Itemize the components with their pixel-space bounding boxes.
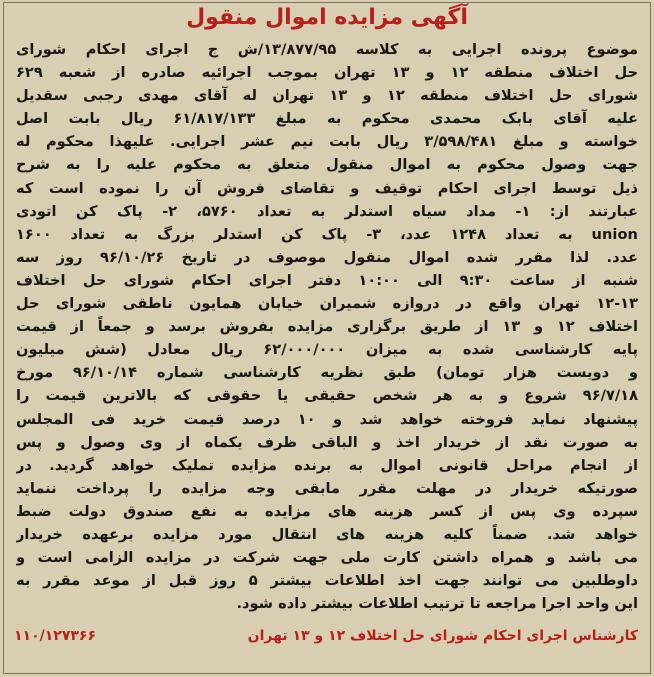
notice-line: علیه آقای بابک محمدی محکوم به مبلغ ۶۱/۸۱۷/۱۳۳ ریال بابت اصل: [16, 110, 638, 128]
footer-code: ۱۱۰/۱۲۷۳۶۶: [14, 628, 97, 644]
notice-line: union به تعداد ۱۲۴۸ عدد، ۳- پاک کن استدلر بزرگ به تعداد ۱۶۰۰: [16, 225, 638, 243]
notice-line: ذیل توسط اجرای احکام توقیف و تقاضای فروش آن را نموده است که: [16, 179, 638, 197]
notice-line: خواهد شد. ضمناً کلیه هزینه های انتقال مورد مزایده برعهده خریدار: [16, 525, 638, 543]
notice-title: آگهی مزایده اموال منقول: [186, 5, 468, 30]
notice-line: ۹۶/۷/۱۸ شروع و به هر شخص حقیقی یا حقوقی که بالاترین قیمت را: [16, 387, 638, 405]
notice-line: و دویست هزار تومان) طبق نظریه کارشناسی شماره ۹۶/۱۰/۱۴ مورخ: [16, 364, 638, 382]
notice-line: خواسته و مبلغ ۳/۵۹۸/۴۸۱ ریال بابت نیم عشر اجرایی. علیهذا محکوم له: [16, 133, 638, 151]
notice-line: عبارتند از: ۱- مداد سیاه استدلر به تعداد ۵۷۶۰، ۲- پاک کن اتودی: [16, 202, 638, 220]
notice-line: اختلاف ۱۲ و ۱۳ از طریق برگزاری مزایده بفروش برسد و جمعاً از قیمت: [16, 318, 638, 336]
notice-footer: [14, 625, 638, 647]
notice-line: موضوع پرونده اجرایی به کلاسه ۱۳/۸۷۷/۹۵/ش ج اجرای احکام شورای: [16, 41, 638, 58]
notice-line: عدد. لذا مقرر شده اموال منقول موصوف در تاریخ ۹۶/۱۰/۲۶ روز سه: [16, 248, 638, 266]
notice-line: به صورت نقد از خریدار اخذ و الباقی ظرف یکماه از وی وصول و پس: [16, 433, 638, 451]
notice-line: پیشنهاد نماید فروخته خواهد شد و ۱۰ درصد قیمت خرید فی المجلس: [16, 410, 638, 428]
notice-line: شورای حل اختلاف منطقه ۱۲ و ۱۳ تهران له آقای مهدی رجبی سقدیل: [16, 87, 638, 105]
notice-line: جهت وصول محکوم به اموال منقول متعلق به محکوم علیه را به شرح: [16, 156, 638, 174]
notice-line: از انجام مراحل قانونی اموال به برنده مزایده تملیک خواهد گردید. در: [16, 456, 638, 474]
notice-line: سپرده وی پس از کسر هزینه های مزایده به نفع صندوق دولت ضبط: [16, 502, 638, 520]
notice-line: این واحد اجرا مراجعه تا ترتیب اطلاعات بیشتر داده شود.: [236, 595, 638, 613]
notice-line: صورتیکه خریدار در مهلت مقرر مابقی وجه مزایده را پرداخت ننماید: [16, 479, 638, 497]
notice-line: حل اختلاف منطقه ۱۲ و ۱۳ تهران بموجب اجرائیه صادره از شعبه ۶۲۹: [16, 64, 638, 82]
clipping-border: [3, 2, 651, 674]
notice-line: ۱۲-۱۳ تهران واقع در دروازه شمیران خیابان همایون ناطقی شورای حل: [16, 295, 638, 313]
footer-office: کارشناس اجرای احکام شورای حل اختلاف ۱۲ و ۱۳ تهران: [247, 628, 638, 644]
notice-line: شنبه از ساعت ۹:۳۰ الی ۱۰:۰۰ دفتر اجرای احکام شورای حل اختلاف: [16, 271, 638, 289]
notice-line: پایه کارشناسی شده به میزان ۶۲/۰۰۰/۰۰۰ ریال معادل (شش میلیون: [16, 341, 638, 359]
notice-line: داوطلبین می توانند جهت اخذ اطلاعات بیشتر ۵ روز قبل از موعد مقرر به: [16, 572, 638, 590]
notice-line: می باشد و همراه داشتن کارت ملی جهت شرکت در مزایده الزامی است و: [16, 549, 638, 567]
